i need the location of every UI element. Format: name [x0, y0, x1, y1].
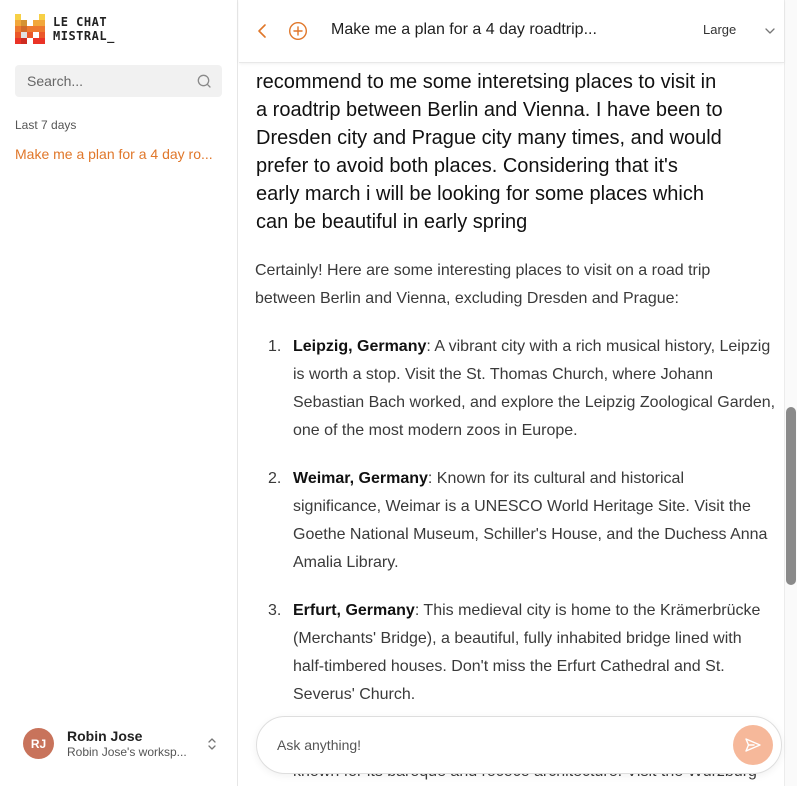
scrollbar-thumb[interactable]: [786, 407, 796, 585]
list-item: [268, 465, 776, 577]
user-info: [67, 728, 205, 759]
chevron-down-icon[interactable]: [763, 24, 777, 38]
user-message: recommend to me some interetsing places to visit in a roadtrip between Berlin and Vienna. I have been to Dresden city and Prague city many times, and would prefer to avoid both places. Considering that it's early march i will be looking for some places which can be beautiful in early spring: [256, 71, 723, 233]
composer[interactable]: [256, 716, 782, 774]
history-item[interactable]: Make me a plan for a 4 day ro...: [15, 146, 213, 162]
search-input[interactable]: [27, 73, 196, 89]
user-menu[interactable]: [23, 728, 219, 759]
place-description: : A vibrant city with a rich musical history, Leipzig is worth a stop. Visit the St. Thomas Church, where Johann Sebastian Bach worked, and explore the Leipzig Zoological Garden, one of the most modern zoos in Europe.: [293, 338, 776, 439]
list-number: 2.: [268, 470, 282, 487]
list-number: 3.: [268, 602, 282, 619]
brand-line-2: MISTRAL_: [53, 29, 115, 43]
list-item: [268, 333, 776, 445]
scrollbar-track[interactable]: [784, 0, 797, 786]
place-description: : Known for its cultural and historical significance, Weimar is a UNESCO World Heritage Site. Visit the Goethe National Museum, Schiller's House, and the Duchess Anna Amalia Library.: [293, 470, 768, 571]
text-size-select[interactable]: Large: [703, 22, 737, 37]
brand[interactable]: [15, 14, 115, 44]
chat-title: Make me a plan for a 4 day roadtrip...: [331, 21, 597, 38]
history-section-label: Last 7 days: [15, 118, 77, 132]
assistant-list: [268, 333, 776, 729]
list-item: [268, 597, 776, 709]
search-icon[interactable]: [196, 73, 212, 89]
list-number: 1.: [268, 338, 282, 355]
message-input[interactable]: [277, 737, 733, 753]
user-name: Robin Jose: [67, 728, 143, 744]
search-box[interactable]: [15, 65, 222, 97]
plus-circle-icon[interactable]: [288, 21, 308, 41]
send-icon: [744, 736, 762, 754]
sidebar: [0, 0, 238, 786]
chat-header: [239, 0, 784, 63]
place-description: : This medieval city is home to the Krämerbrücke (Merchants' Bridge), a beautiful, fully inhabited bridge lined with half-timbered houses. Don't miss the Erfurt Cathedral and St. Severus' Church.: [293, 602, 761, 703]
place-name: Leipzig, Germany: [293, 338, 427, 355]
conversation: [239, 0, 784, 786]
user-workspace: Robin Jose's worksp...: [67, 745, 187, 759]
avatar: RJ: [23, 728, 54, 759]
place-name: Erfurt, Germany: [293, 602, 415, 619]
brand-name: [53, 15, 115, 43]
mistral-logo-icon: [15, 14, 45, 44]
chevron-up-down-icon[interactable]: [205, 734, 219, 754]
chevron-left-icon[interactable]: [254, 22, 272, 40]
brand-line-1: LE CHAT: [53, 15, 108, 29]
send-button[interactable]: [733, 725, 773, 765]
place-name: Weimar, Germany: [293, 470, 428, 487]
assistant-intro: Certainly! Here are some interesting places to visit on a road trip between Berlin and Vienna, excluding Dresden and Prague:: [255, 262, 711, 307]
